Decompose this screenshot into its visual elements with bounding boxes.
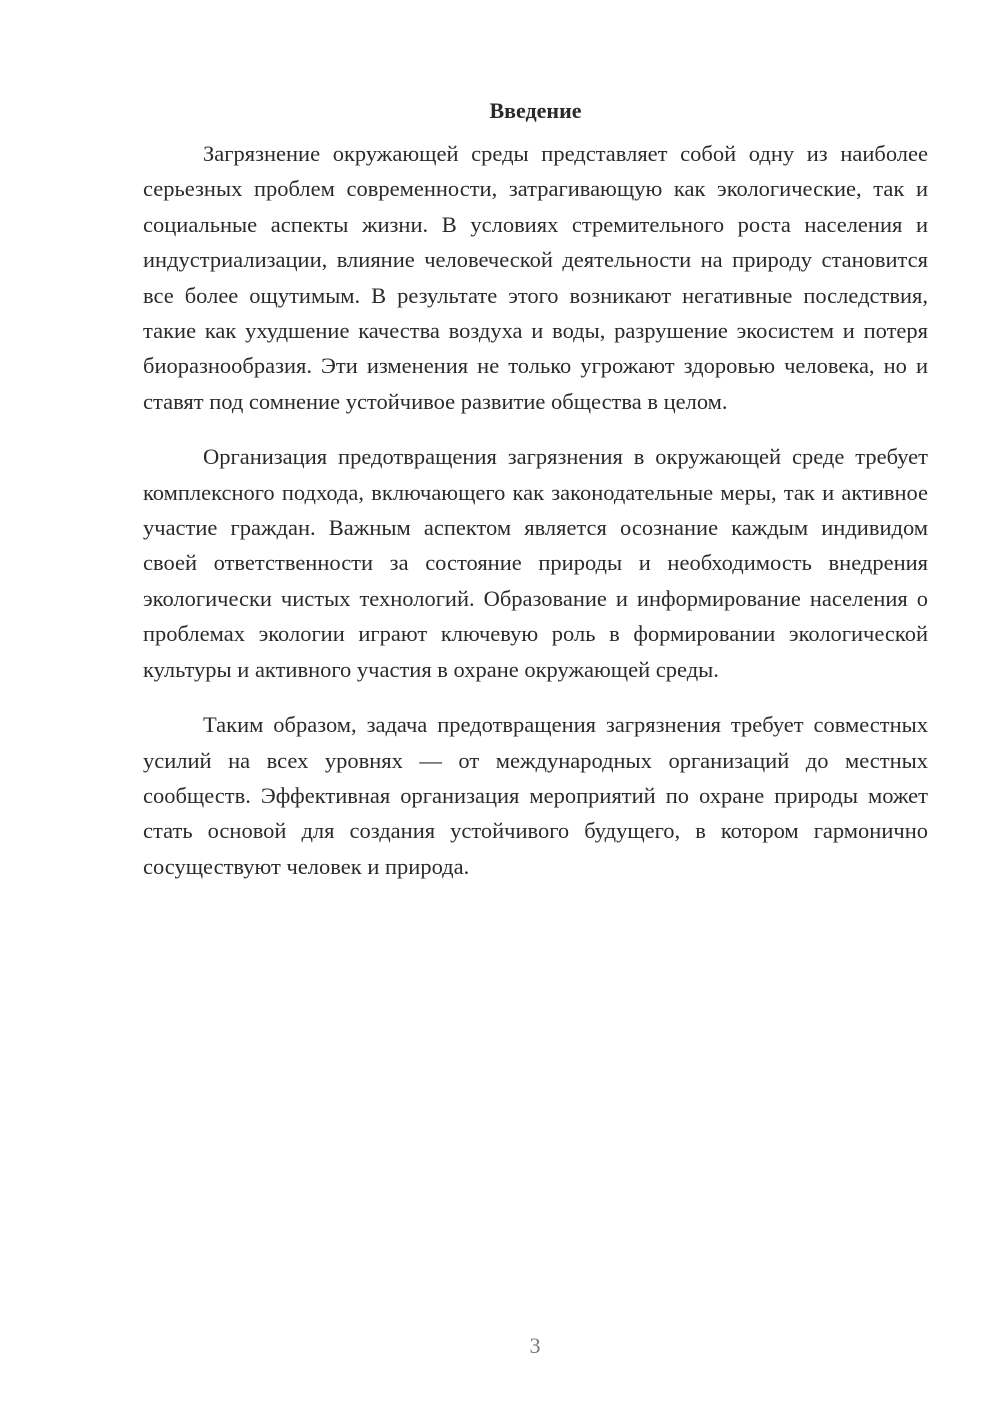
page-content (143, 96, 928, 904)
paragraph-2: Организация предотвращения загрязнения в окружающей среде требует комплексного подхода, включающего как законодательные меры, так и активное участие граждан. Важным аспектом является осознание каждым индивидом своей ответственности за состояние природы и необходимость внедрения экологически чистых технологий. Образование и информирование населения о проблемах экологии играют ключевую роль в формировании экологической культуры и активного участия в охране окружающей среды. (143, 444, 928, 682)
paragraph-1: Загрязнение окружающей среды представляет собой одну из наиболее серьезных проблем современности, затрагивающую как экологические, так и социальные аспекты жизни. В условиях стремительного роста населения и индустриализации, влияние человеческой деятельности на природу становится все более ощутимым. В результате этого возникают негативные последствия, такие как ухудшение качества воздуха и воды, разрушение экосистем и потеря биоразнообразия. Эти изменения не только угрожают здоровью человека, но и ставят под сомнение устойчивое развитие общества в целом. (143, 141, 928, 414)
section-title: Введение (489, 98, 582, 123)
page-number: 3 (529, 1333, 541, 1358)
paragraph-3: Таким образом, задача предотвращения загрязнения требует совместных усилий на всех уровнях — от международных организаций до местных сообществ. Эффективная организация мероприятий по охране природы может стать основой для создания устойчивого будущего, в котором гармонично сосуществуют человек и природа. (143, 712, 928, 879)
